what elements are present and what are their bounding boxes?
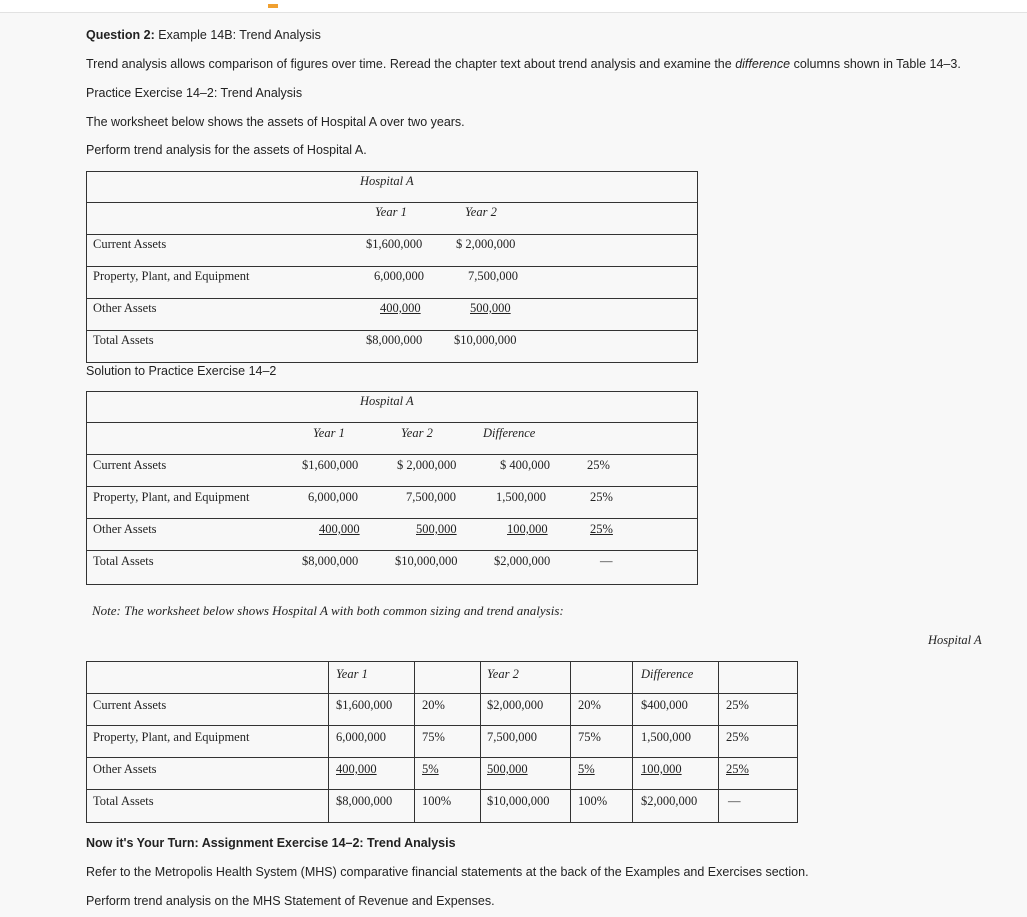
difference-value: $ 400,000 bbox=[500, 458, 550, 472]
row-label: Property, Plant, and Equipment bbox=[93, 269, 250, 283]
note-text: Note: The worksheet below shows Hospital A with both common sizing and trend analysis: bbox=[92, 603, 564, 618]
intro-emphasis: difference bbox=[735, 57, 791, 71]
row-label: Property, Plant, and Equipment bbox=[93, 730, 250, 744]
column-header-year1: Year 1 bbox=[375, 205, 407, 219]
row-label: Current Assets bbox=[93, 458, 167, 472]
year1-value: 6,000,000 bbox=[336, 730, 386, 744]
instruction-text: Perform trend analysis for the assets of Hospital A. bbox=[86, 143, 367, 157]
year2-percent: 75% bbox=[578, 730, 601, 744]
year1-value: $8,000,000 bbox=[302, 554, 359, 568]
combined-table bbox=[86, 661, 798, 823]
column-header-year2: Year 2 bbox=[465, 205, 497, 219]
column-divider bbox=[718, 662, 719, 822]
difference-value: 1,500,000 bbox=[641, 730, 691, 744]
year1-value: $1,600,000 bbox=[366, 237, 423, 251]
year1-percent: 100% bbox=[422, 794, 452, 808]
difference-percent: — bbox=[728, 794, 741, 808]
solution-title: Solution to Practice Exercise 14–2 bbox=[86, 364, 277, 378]
column-header-year2: Year 2 bbox=[401, 426, 433, 440]
year1-value: $8,000,000 bbox=[366, 333, 423, 347]
row-label: Current Assets bbox=[93, 237, 167, 251]
row-label: Total Assets bbox=[93, 554, 154, 568]
year2-value: $ 2,000,000 bbox=[397, 458, 457, 472]
percent-value: 25% bbox=[587, 458, 610, 472]
year1-value: $8,000,000 bbox=[336, 794, 393, 808]
year1-value: 6,000,000 bbox=[308, 490, 358, 504]
percent-value: 25% bbox=[590, 490, 613, 504]
divider bbox=[87, 454, 697, 455]
divider bbox=[87, 550, 697, 551]
year2-value: 500,000 bbox=[470, 301, 511, 315]
year2-value: 7,500,000 bbox=[487, 730, 537, 744]
question-heading bbox=[86, 28, 321, 42]
row-label: Other Assets bbox=[93, 301, 157, 315]
row-label: Other Assets bbox=[93, 762, 157, 776]
row-label: Other Assets bbox=[93, 522, 157, 536]
divider bbox=[87, 266, 697, 267]
year2-value: 500,000 bbox=[416, 522, 457, 536]
top-bar bbox=[0, 0, 1027, 13]
year1-value: 400,000 bbox=[319, 522, 360, 536]
year1-value: $1,600,000 bbox=[336, 698, 393, 712]
divider bbox=[87, 298, 697, 299]
table-title: Hospital A bbox=[360, 174, 414, 188]
difference-value: $400,000 bbox=[641, 698, 688, 712]
divider bbox=[87, 202, 697, 203]
intro-text-b: columns shown in Table 14–3. bbox=[790, 57, 961, 71]
difference-value: 100,000 bbox=[641, 762, 682, 776]
year2-value: 500,000 bbox=[487, 762, 528, 776]
year1-percent: 20% bbox=[422, 698, 445, 712]
divider bbox=[87, 725, 797, 726]
column-divider bbox=[328, 662, 329, 822]
practice-title: Practice Exercise 14–2: Trend Analysis bbox=[86, 86, 303, 100]
divider bbox=[87, 330, 697, 331]
divider bbox=[87, 518, 697, 519]
percent-value: 25% bbox=[590, 522, 613, 536]
question-title: Example 14B: Trend Analysis bbox=[154, 28, 321, 42]
question-label: Question 2: bbox=[86, 28, 155, 42]
year2-percent: 20% bbox=[578, 698, 601, 712]
row-label: Current Assets bbox=[93, 698, 167, 712]
worksheet-description: The worksheet below shows the assets of Hospital A over two years. bbox=[86, 115, 465, 129]
column-header-year2: Year 2 bbox=[487, 667, 519, 681]
assignment-task: Perform trend analysis on the MHS Statement of Revenue and Expenses. bbox=[86, 894, 495, 908]
difference-value: 1,500,000 bbox=[496, 490, 546, 504]
year1-value: $1,600,000 bbox=[302, 458, 359, 472]
side-label: Hospital A bbox=[928, 633, 982, 647]
divider bbox=[87, 422, 697, 423]
divider bbox=[87, 693, 797, 694]
row-label: Total Assets bbox=[93, 333, 154, 347]
year2-value: $ 2,000,000 bbox=[456, 237, 516, 251]
tab-indicator bbox=[268, 4, 278, 8]
assets-table bbox=[86, 171, 698, 363]
table-title: Hospital A bbox=[360, 394, 414, 408]
year1-value: 400,000 bbox=[336, 762, 377, 776]
column-divider bbox=[570, 662, 571, 822]
divider bbox=[87, 234, 697, 235]
year2-value: 7,500,000 bbox=[406, 490, 456, 504]
row-label: Property, Plant, and Equipment bbox=[93, 490, 250, 504]
year1-percent: 5% bbox=[422, 762, 439, 776]
column-divider bbox=[480, 662, 481, 822]
year1-percent: 75% bbox=[422, 730, 445, 744]
year2-percent: 100% bbox=[578, 794, 608, 808]
difference-percent: 25% bbox=[726, 698, 749, 712]
difference-percent: 25% bbox=[726, 762, 749, 776]
column-header-year1: Year 1 bbox=[313, 426, 345, 440]
row-label: Total Assets bbox=[93, 794, 154, 808]
assignment-title: Now it's Your Turn: Assignment Exercise 14–2: Trend Analysis bbox=[86, 836, 456, 850]
percent-value: — bbox=[600, 554, 613, 568]
solution-table bbox=[86, 391, 698, 585]
year2-value: $10,000,000 bbox=[454, 333, 517, 347]
year2-value: $2,000,000 bbox=[487, 698, 544, 712]
column-header-year1: Year 1 bbox=[336, 667, 368, 681]
difference-value: 100,000 bbox=[507, 522, 548, 536]
year2-value: 7,500,000 bbox=[468, 269, 518, 283]
difference-percent: 25% bbox=[726, 730, 749, 744]
year1-value: 400,000 bbox=[380, 301, 421, 315]
column-header-difference: Difference bbox=[641, 667, 694, 681]
year2-percent: 5% bbox=[578, 762, 595, 776]
column-header-difference: Difference bbox=[483, 426, 536, 440]
divider bbox=[87, 789, 797, 790]
difference-value: $2,000,000 bbox=[641, 794, 698, 808]
year1-value: 6,000,000 bbox=[374, 269, 424, 283]
column-divider bbox=[414, 662, 415, 822]
intro-paragraph bbox=[86, 57, 961, 71]
divider bbox=[87, 757, 797, 758]
column-divider bbox=[632, 662, 633, 822]
difference-value: $2,000,000 bbox=[494, 554, 551, 568]
year2-value: $10,000,000 bbox=[487, 794, 550, 808]
intro-text-a: Trend analysis allows comparison of figures over time. Reread the chapter text about trend analysis and examine the bbox=[86, 57, 736, 71]
divider bbox=[87, 486, 697, 487]
assignment-instruction: Refer to the Metropolis Health System (MHS) comparative financial statements at the back of the Examples and Exercises section. bbox=[86, 865, 809, 879]
year2-value: $10,000,000 bbox=[395, 554, 458, 568]
